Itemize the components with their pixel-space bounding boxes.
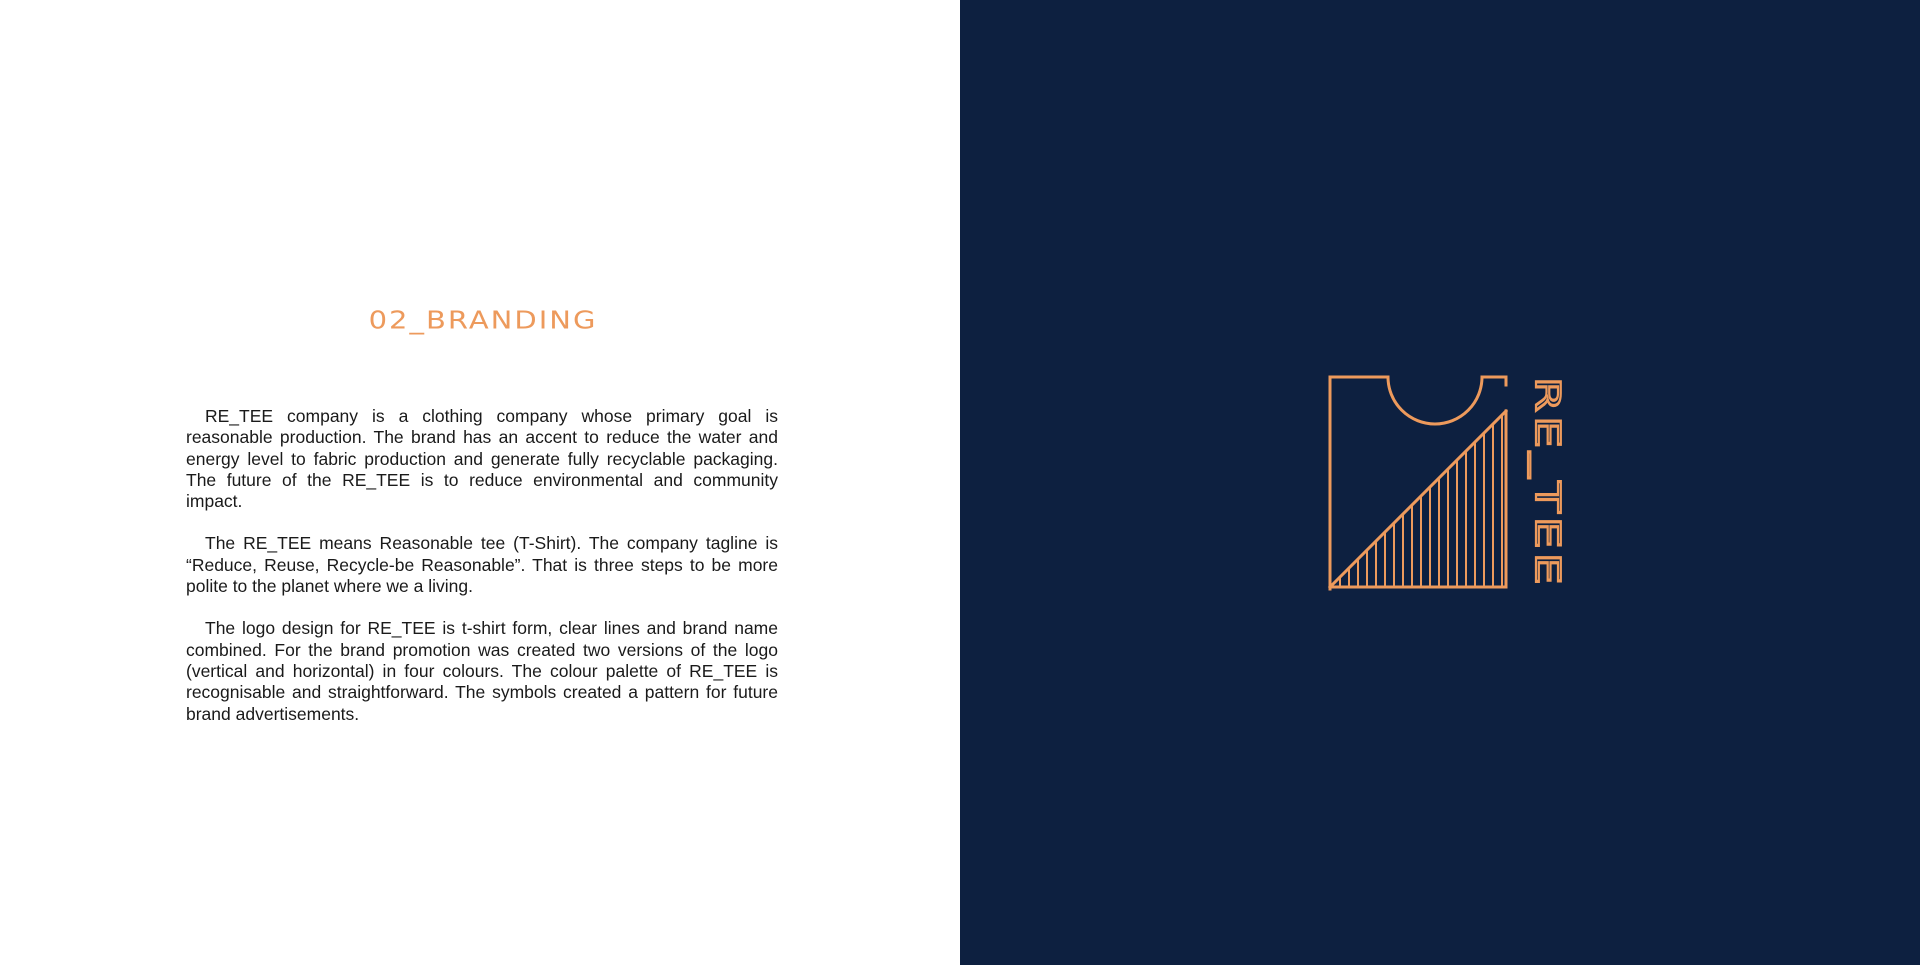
retee-logo [1328,375,1567,589]
section-title: 02_BRANDING [368,305,598,335]
diagonal-line [1330,411,1506,587]
paragraph-logo: The logo design for RE_TEE is t-shirt form, clear lines and brand name combined. For the brand promotion was created two versions of the logo (vertical and horizontal) in four colours. The colour palette of RE_TEE is recognisable and straightforward. The symbols created a pattern for future brand advertisements. [186,618,778,724]
wordmark-vertical [1527,377,1567,589]
tshirt-outline-icon [1330,377,1506,589]
description [186,406,778,746]
paragraph-meaning: The RE_TEE means Reasonable tee (T-Shirt). The company tagline is “Reduce, Reuse, Recycle-be Reasonable”. That is three steps to be more polite to the planet where we a living. [186,533,778,597]
paragraph-intro: RE_TEE company is a clothing company whose primary goal is reasonable production. The brand has an accent to reduce the water and energy level to fabric production and generate fully recyclable packaging. The future of the RE_TEE is to reduce environmental and community impact. [186,406,778,512]
logo-wordmark: RE_TEE [1527,377,1567,521]
